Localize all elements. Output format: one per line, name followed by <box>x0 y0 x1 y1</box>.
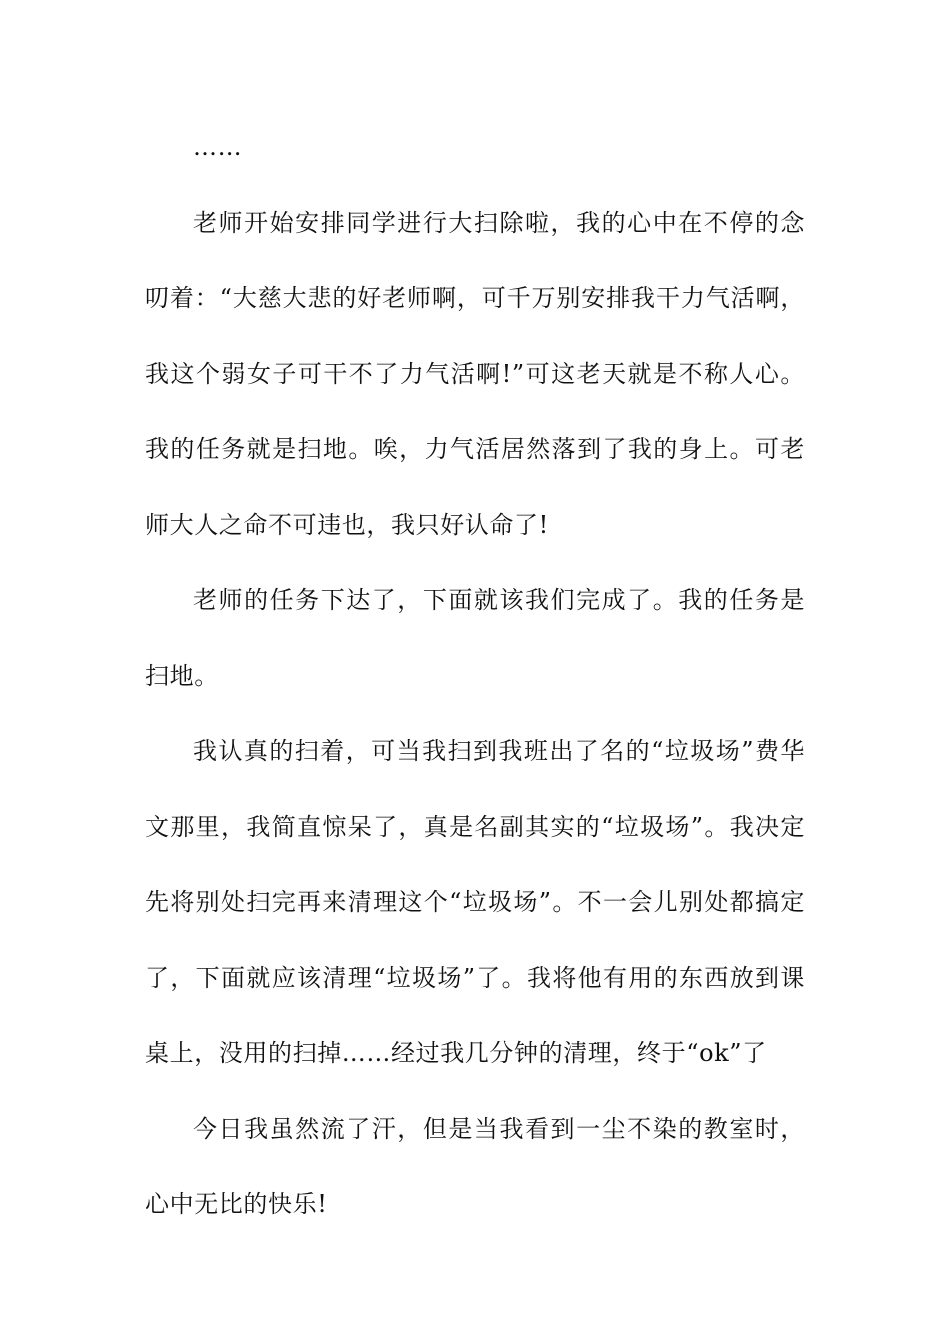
paragraph-garbage-dump: 我认真的扫着，可当我扫到我班出了名的“垃圾场”费华文那里，我简直惊呆了，真是名副其实的“垃圾场”。我决定先将别处扫完再来清理这个“垃圾场”。不一会儿别处都搞定了，下面就应该清理“垃圾场”了。我将他有用的东西放到课桌上，没用的扫掉……经过我几分钟的清理，终于“ok”了 <box>145 737 805 1067</box>
paragraph-conclusion: 今日我虽然流了汗，但是当我看到一尘不染的教室时，心中无比的快乐! <box>145 1114 805 1218</box>
paragraph-cleaning-start: 老师开始安排同学进行大扫除啦，我的心中在不停的念叨着：“大慈大悲的好老师啊，可千万别安排我干力气活啊，我这个弱女子可干不了力气活啊!”可这老天就是不称人心。我的任务就是扫地。唉，力气活居然落到了我的身上。可老师大人之命不可违也，我只好认命了! <box>145 208 805 539</box>
paragraph-task-assigned: 老师的任务下达了，下面就该我们完成了。我的任务是扫地。 <box>145 586 805 690</box>
document-body <box>145 110 805 1243</box>
paragraph-ellipsis: …… <box>193 133 243 161</box>
